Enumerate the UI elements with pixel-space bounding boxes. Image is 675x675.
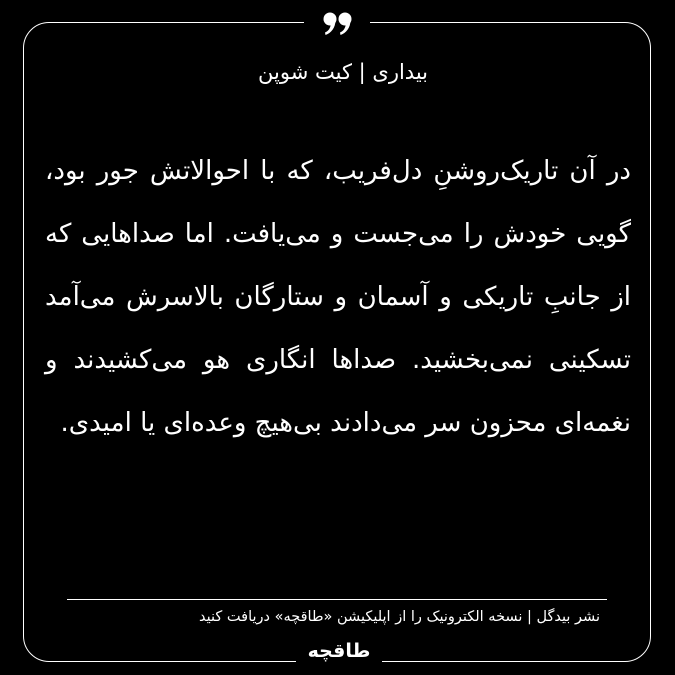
taaghche-logo: طاقچه <box>307 640 371 662</box>
footer-divider <box>67 599 607 600</box>
publisher-note: نشر بیدگل | نسخه الکترونیک را از اپلیکیشن «طاقچه» دریافت کنید <box>199 609 600 625</box>
quote-icon <box>322 10 354 40</box>
quote-text: در آن تاریک‌روشنِ دل‌فریب، که با احوالاتش جور بود، گویی خودش را می‌جست و می‌یافت. اما صداهایی که از جانبِ تاریکی و آسمان و ستارگان بالاسرش می‌آمد تسکینی نمی‌بخشید. صداها انگاری هو می‌کشیدند و نغمه‌ای محزون سر می‌دادند بی‌هیچ وعده‌ای یا امیدی. <box>45 156 631 438</box>
book-title-author: بیداری | کیت شوپن <box>258 60 428 84</box>
